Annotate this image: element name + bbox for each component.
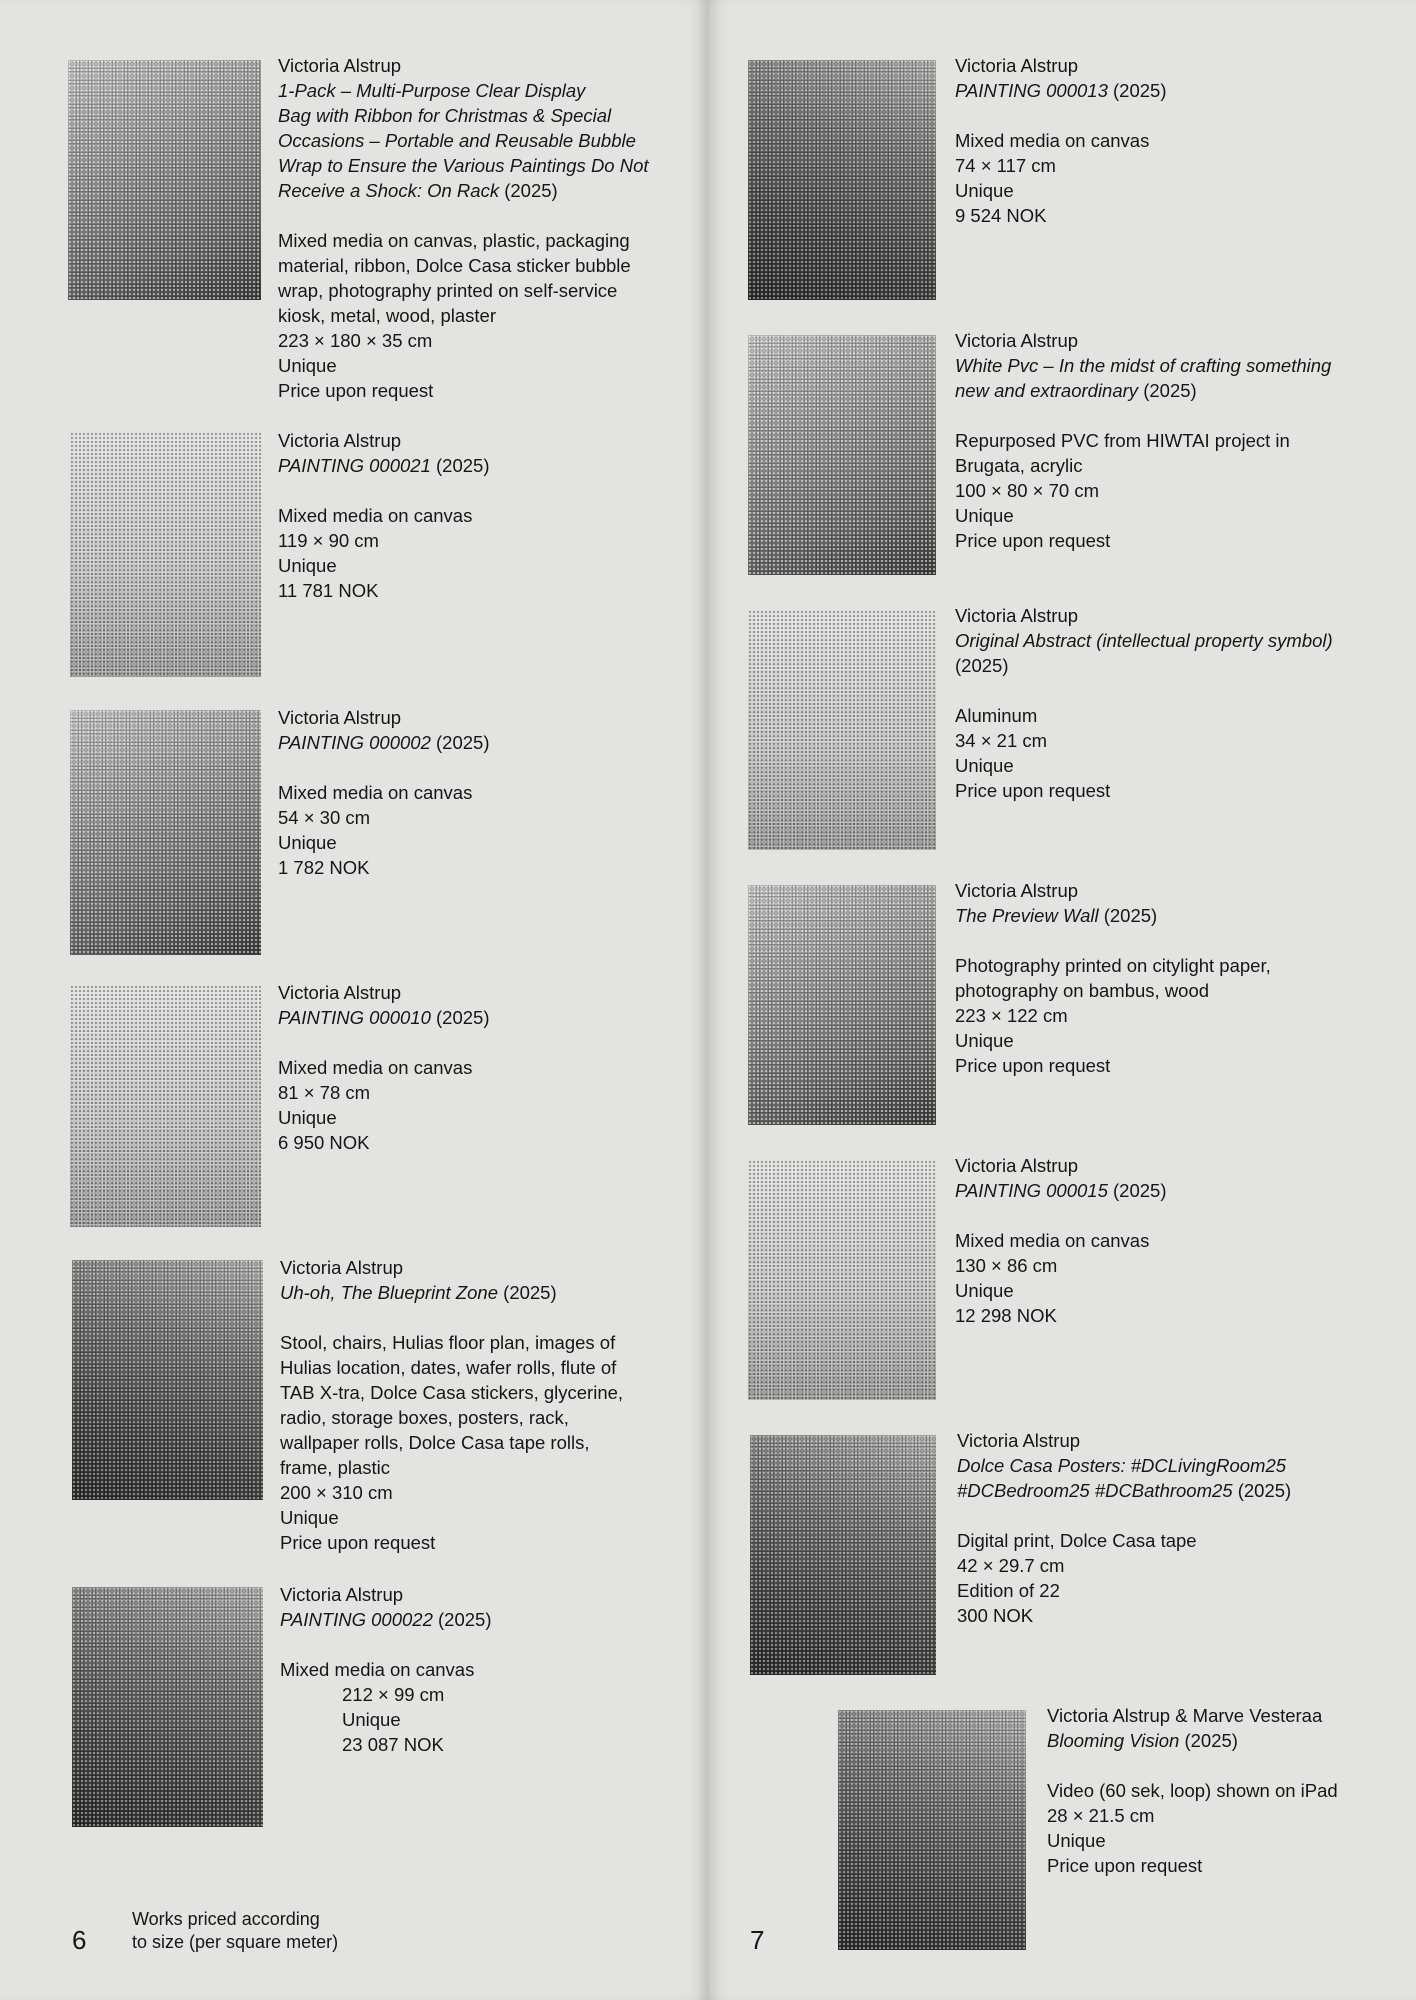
artwork-title-line: Uh-oh, The Blueprint Zone: [280, 1282, 499, 1303]
artwork-title-line: Bag with Ribbon for Christmas & Special: [278, 105, 612, 126]
artwork-detail: Photography printed on citylight paper,: [955, 955, 1271, 976]
artwork-title-line: PAINTING 000022: [280, 1609, 433, 1630]
artwork-edition: Unique: [955, 1280, 1014, 1301]
artist-name: Victoria Alstrup: [280, 1257, 404, 1278]
artwork-detail: Mixed media on canvas, plastic, packaging: [278, 230, 630, 251]
artwork-price: Price upon request: [955, 530, 1111, 551]
artwork-edition: Unique: [955, 180, 1014, 201]
artist-name: Victoria Alstrup: [955, 330, 1079, 351]
artwork-price: Price upon request: [955, 1055, 1111, 1076]
artwork-title-line: PAINTING 000010: [278, 1007, 431, 1028]
artwork-caption: [278, 428, 490, 603]
artwork-dimensions: 200 × 310 cm: [280, 1482, 393, 1503]
artwork-title-line: Receive a Shock: On Rack: [278, 180, 500, 201]
page-number: 6: [72, 1925, 87, 1955]
artwork-dimensions: 119 × 90 cm: [278, 530, 379, 551]
artwork-title-line: The Preview Wall: [955, 905, 1099, 926]
artwork-edition: Edition of 22: [957, 1580, 1060, 1601]
artwork-caption: [955, 328, 1331, 553]
artwork-thumbnail: [70, 710, 261, 955]
artwork-year: (2025): [1107, 1180, 1167, 1201]
artwork-year: (2025): [1107, 80, 1167, 101]
artwork-edition: Unique: [278, 355, 337, 376]
artwork-year: (2025): [1138, 380, 1197, 401]
artwork-price: Price upon request: [280, 1532, 436, 1553]
artwork-detail: Repurposed PVC from HIWTAI project in: [955, 430, 1290, 451]
artist-name: Victoria Alstrup: [955, 55, 1079, 76]
artist-name: Victoria Alstrup: [280, 1584, 404, 1605]
artwork-detail: frame, plastic: [280, 1457, 391, 1478]
artwork-thumbnail: [748, 60, 936, 300]
artwork-title-line: Blooming Vision: [1047, 1730, 1180, 1751]
artwork-dimensions: 74 × 117 cm: [955, 155, 1056, 176]
artwork-title-line: Dolce Casa Posters: #DCLivingRoom25: [957, 1455, 1287, 1476]
artwork-detail: Mixed media on canvas: [278, 505, 473, 526]
artwork-edition: Unique: [278, 1107, 337, 1128]
artwork-thumbnail: [72, 1587, 263, 1827]
artwork-price: Price upon request: [955, 780, 1111, 801]
artwork-detail: Mixed media on canvas: [955, 130, 1150, 151]
artwork-title-line: Wrap to Ensure the Various Paintings Do Not: [278, 155, 649, 176]
artwork-caption: [278, 53, 649, 403]
artwork-thumbnail: [748, 885, 936, 1125]
artwork-thumbnail: [748, 1160, 936, 1400]
pricing-footnote: Works priced according to size (per square meter): [132, 1909, 339, 1952]
artwork-detail: wrap, photography printed on self-service: [278, 280, 618, 301]
artwork-detail: photography on bambus, wood: [955, 980, 1210, 1001]
artwork-caption: [955, 1153, 1167, 1328]
artwork-thumbnail: [72, 1260, 263, 1500]
artwork-year: (2025): [499, 180, 558, 201]
artwork-edition: Unique: [1047, 1830, 1106, 1851]
artwork-dimensions: 223 × 122 cm: [955, 1005, 1068, 1026]
artwork-dimensions: 223 × 180 × 35 cm: [278, 330, 433, 351]
artwork-price: 11 781 NOK: [278, 580, 379, 601]
artwork-detail: Mixed media on canvas: [955, 1230, 1150, 1251]
artwork-year: (2025): [430, 455, 490, 476]
artwork-caption: [955, 878, 1271, 1078]
artwork-title-line: #DCBedroom25 #DCBathroom25: [957, 1480, 1233, 1501]
artwork-detail: material, ribbon, Dolce Casa sticker bubble: [278, 255, 631, 276]
artist-name: Victoria Alstrup: [955, 605, 1079, 626]
artwork-detail: Mixed media on canvas: [278, 782, 473, 803]
artwork-caption: [278, 705, 490, 880]
artist-name: Victoria Alstrup: [278, 707, 402, 728]
artwork-detail: kiosk, metal, wood, plaster: [278, 305, 496, 326]
artist-name: Victoria Alstrup & Marve Vesteraa: [1047, 1705, 1323, 1726]
artwork-edition: Unique: [278, 555, 337, 576]
artist-name: Victoria Alstrup: [278, 430, 402, 451]
artwork-edition: Unique: [955, 505, 1014, 526]
artwork-year: (2025): [1179, 1730, 1238, 1751]
artist-name: Victoria Alstrup: [278, 982, 402, 1003]
artwork-detail: Digital print, Dolce Casa tape: [957, 1530, 1197, 1551]
artwork-price: 9 524 NOK: [955, 205, 1047, 226]
artwork-price: Price upon request: [1047, 1855, 1203, 1876]
artwork-edition: Unique: [955, 1030, 1014, 1051]
artwork-title-line: PAINTING 000015: [955, 1180, 1108, 1201]
artwork-thumbnail: [748, 610, 936, 850]
artwork-detail: Mixed media on canvas: [278, 1057, 473, 1078]
artwork-caption: [955, 53, 1167, 228]
artwork-title-line: Original Abstract (intellectual property symbol): [955, 630, 1333, 651]
artwork-year: (2025): [432, 1609, 492, 1630]
artwork-detail: wallpaper rolls, Dolce Casa tape rolls,: [280, 1432, 590, 1453]
artwork-price: 23 087 NOK: [342, 1734, 444, 1755]
artwork-title-line: White Pvc – In the midst of crafting something: [955, 355, 1332, 376]
page-number: 7: [750, 1925, 765, 1955]
artwork-detail: Video (60 sek, loop) shown on iPad: [1047, 1780, 1338, 1801]
artwork-caption: [280, 1255, 623, 1555]
artwork-title-line: PAINTING 000013: [955, 80, 1108, 101]
artwork-title-line: new and extraordinary: [955, 380, 1139, 401]
artwork-title-line: 1-Pack – Multi-Purpose Clear Display: [278, 80, 586, 101]
artwork-thumbnail: [70, 985, 261, 1227]
artwork-title-line: PAINTING 000002: [278, 732, 431, 753]
right-page: [708, 0, 1416, 2000]
artwork-edition: Unique: [342, 1709, 401, 1730]
artwork-year: (2025): [1232, 1480, 1292, 1501]
artwork-detail: TAB X-tra, Dolce Casa stickers, glycerine,: [280, 1382, 624, 1403]
artwork-caption: [1047, 1703, 1338, 1878]
artwork-dimensions: 54 × 30 cm: [278, 807, 371, 828]
artwork-caption: [957, 1428, 1291, 1628]
artwork-edition: Unique: [280, 1507, 339, 1528]
artwork-year: (2025): [955, 655, 1009, 676]
artwork-detail: Brugata, acrylic: [955, 455, 1083, 476]
artist-name: Victoria Alstrup: [955, 880, 1079, 901]
artwork-detail: radio, storage boxes, posters, rack,: [280, 1407, 569, 1428]
artwork-caption: [955, 603, 1333, 803]
artwork-detail: Aluminum: [955, 705, 1038, 726]
artwork-dimensions: 28 × 21.5 cm: [1047, 1805, 1155, 1826]
artwork-price: 6 950 NOK: [278, 1132, 370, 1153]
artist-name: Victoria Alstrup: [957, 1430, 1081, 1451]
artwork-detail: Hulias location, dates, wafer rolls, flute of: [280, 1357, 617, 1378]
artwork-dimensions: 130 × 86 cm: [955, 1255, 1058, 1276]
artwork-thumbnail: [70, 432, 261, 677]
artist-name: Victoria Alstrup: [278, 55, 402, 76]
artwork-year: (2025): [430, 1007, 490, 1028]
artwork-dimensions: 42 × 29.7 cm: [957, 1555, 1065, 1576]
artwork-price: 300 NOK: [957, 1605, 1034, 1626]
artist-name: Victoria Alstrup: [955, 1155, 1079, 1176]
artwork-thumbnail: [68, 60, 261, 300]
artwork-caption: [278, 980, 490, 1155]
artwork-thumbnail: [748, 335, 936, 575]
artwork-dimensions: 81 × 78 cm: [278, 1082, 371, 1103]
artwork-dimensions: 100 × 80 × 70 cm: [955, 480, 1099, 501]
artwork-dimensions: 212 × 99 cm: [342, 1684, 445, 1705]
artwork-detail: Stool, chairs, Hulias floor plan, images of: [280, 1332, 616, 1353]
artwork-edition: Unique: [278, 832, 337, 853]
artwork-price: Price upon request: [278, 380, 434, 401]
artwork-thumbnail: [750, 1435, 936, 1675]
artwork-title-line: Occasions – Portable and Reusable Bubble: [278, 130, 636, 151]
artwork-dimensions: 34 × 21 cm: [955, 730, 1048, 751]
artwork-year: (2025): [1098, 905, 1158, 926]
show-through-text: [660, 55, 708, 1955]
artwork-detail: Mixed media on canvas: [280, 1659, 475, 1680]
artwork-thumbnail: [838, 1710, 1026, 1950]
artwork-year: (2025): [430, 732, 490, 753]
artwork-price: 12 298 NOK: [955, 1305, 1057, 1326]
artwork-year: (2025): [498, 1282, 557, 1303]
artwork-caption: [280, 1582, 492, 1757]
artwork-price: 1 782 NOK: [278, 857, 370, 878]
artwork-title-line: PAINTING 000021: [278, 455, 431, 476]
artwork-edition: Unique: [955, 755, 1014, 776]
